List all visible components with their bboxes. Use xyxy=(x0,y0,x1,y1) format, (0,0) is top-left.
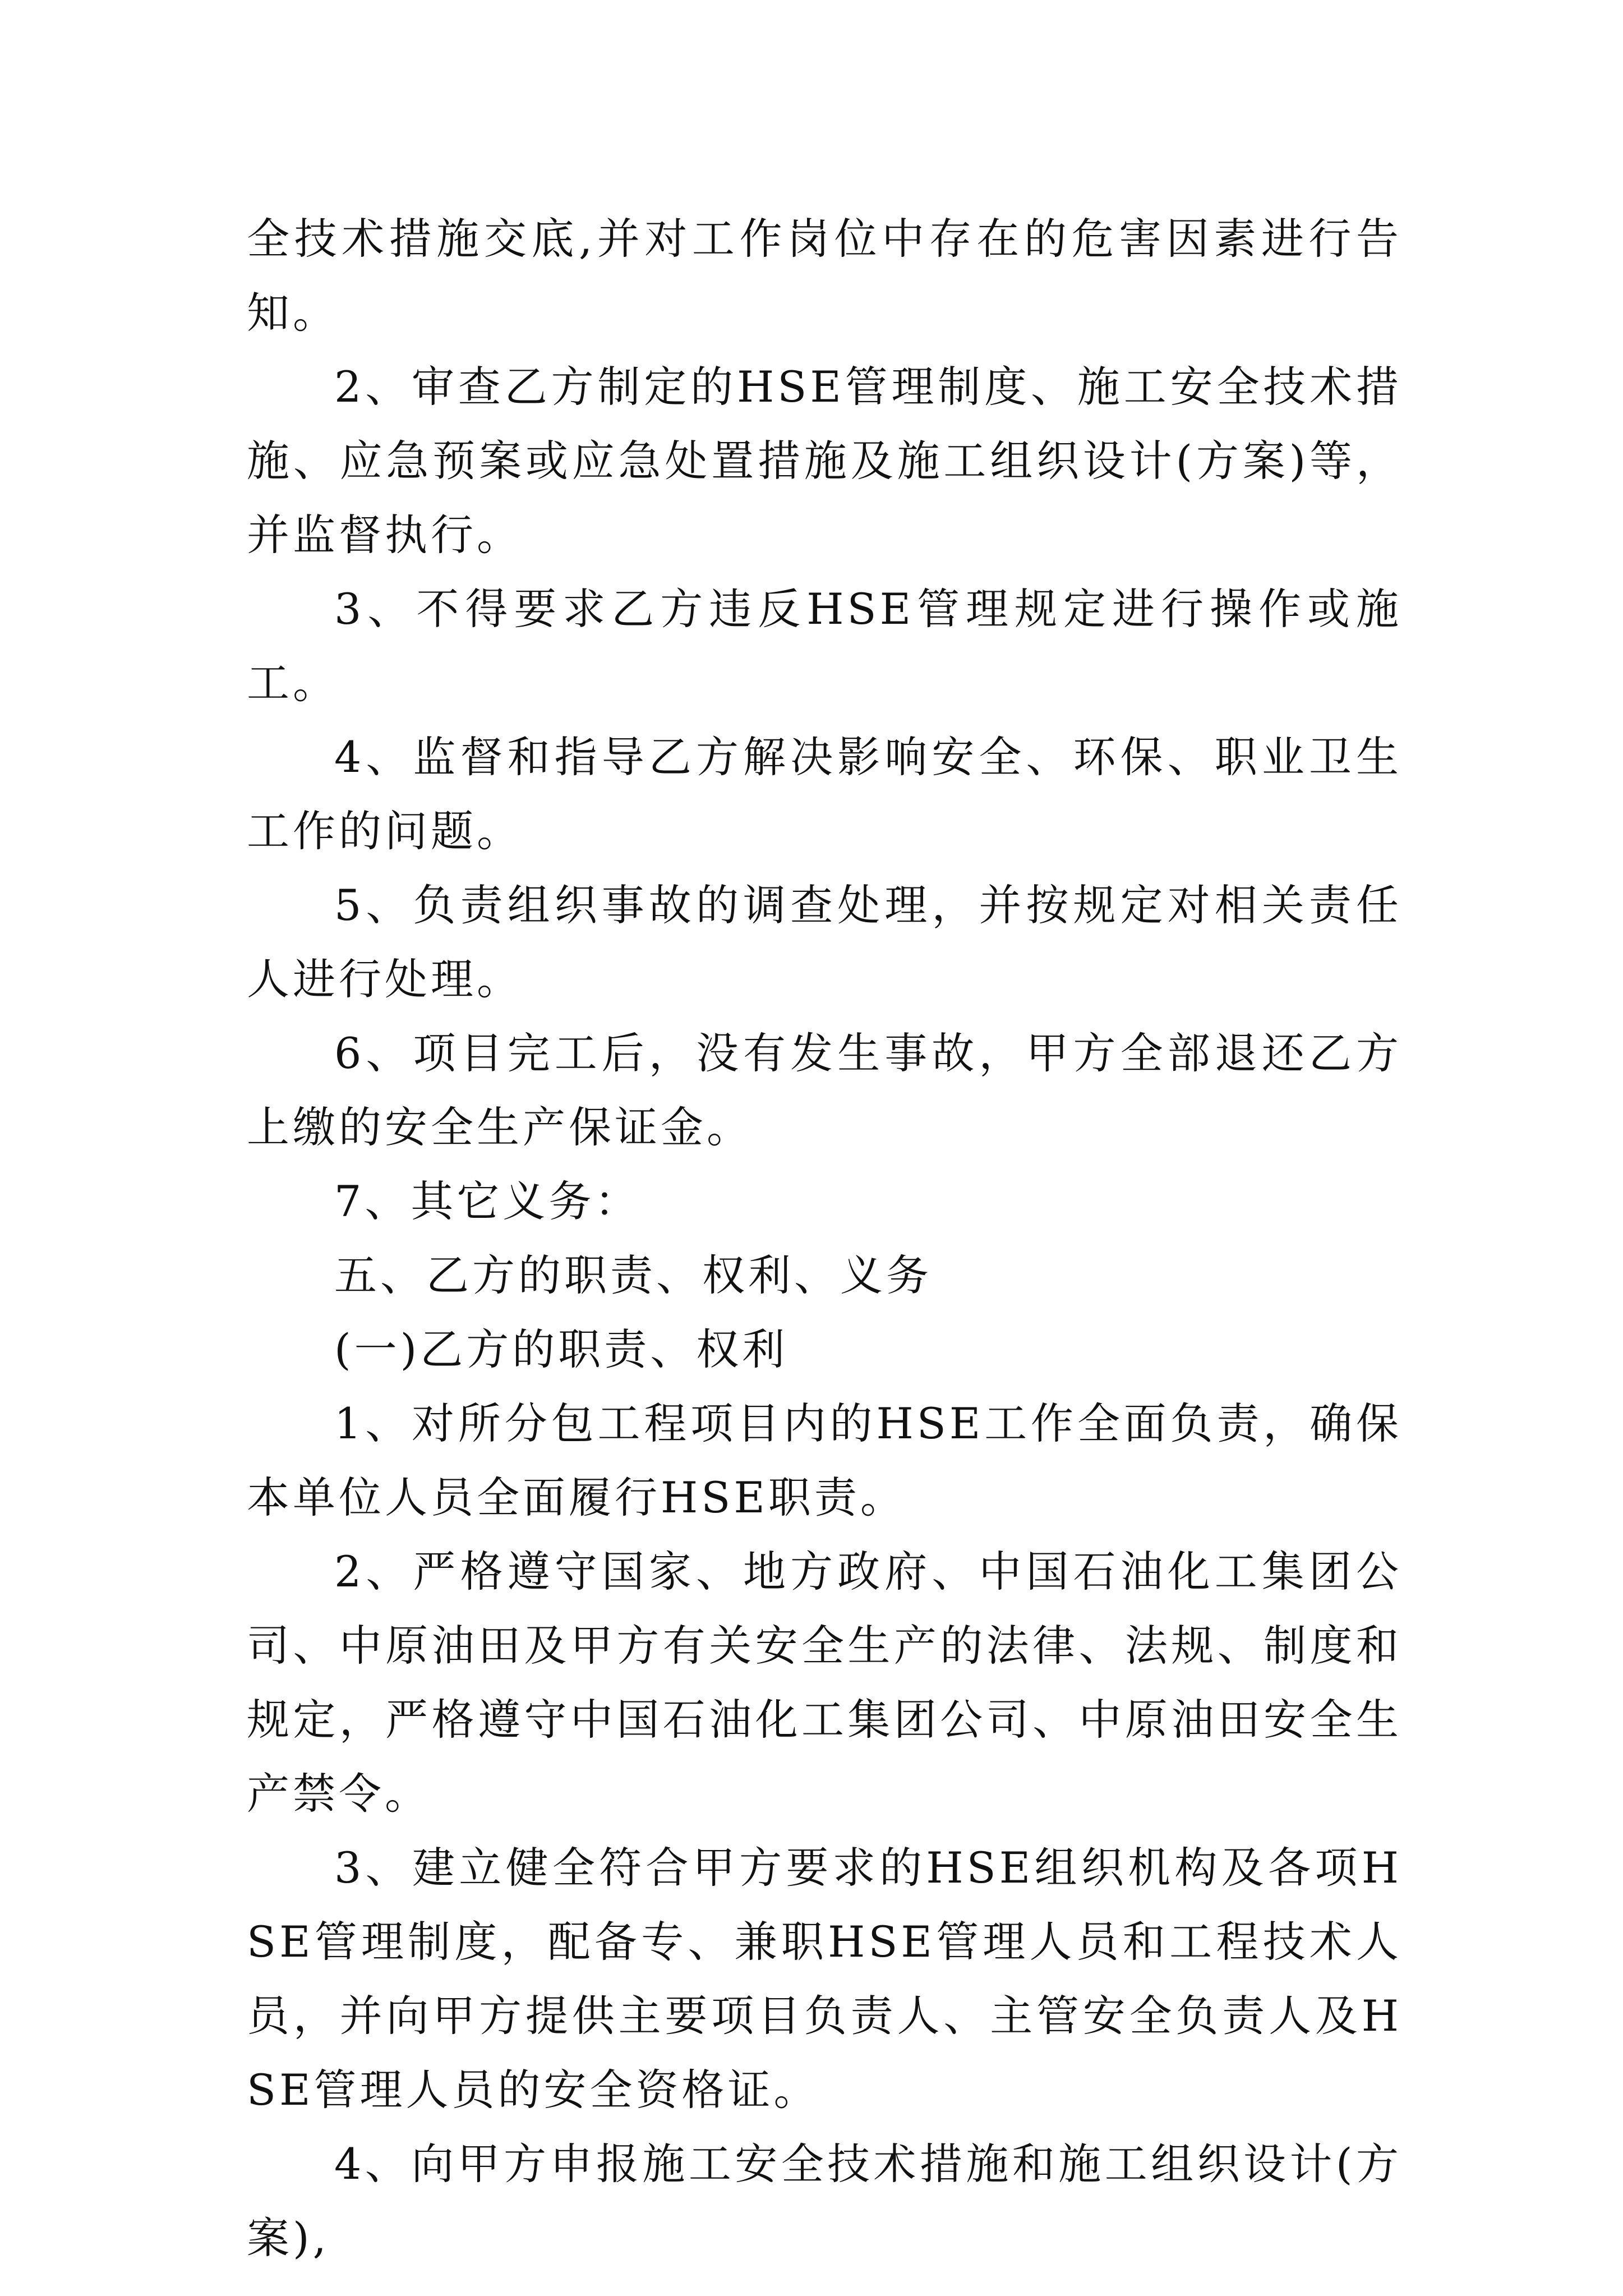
document-body xyxy=(247,202,1402,2275)
paragraph-6: 6、项目完工后，没有发生事故，甲方全部退还乙方上缴的安全生产保证金。 xyxy=(247,1028,1402,1152)
subsection-heading-1: (一)乙方的职责、权利 xyxy=(334,1324,789,1374)
paragraph-7: 7、其它义务： xyxy=(334,1176,641,1226)
paragraph-1: 全技术措施交底,并对工作岗位中存在的危害因素进行告知。 xyxy=(247,214,1402,338)
paragraph-2: 2、审查乙方制定的HSE管理制度、施工安全技术措施、应急预案或应急处置措施及施工组织设计(方案)等，并监督执行。 xyxy=(247,362,1402,560)
paragraph-3: 3、不得要求乙方违反HSE管理规定进行操作或施工。 xyxy=(247,584,1402,708)
paragraph-5: 5、负责组织事故的调查处理，并按规定对相关责任人进行处理。 xyxy=(247,880,1402,1004)
paragraph-4: 4、监督和指导乙方解决影响安全、环保、职业卫生工作的问题。 xyxy=(247,732,1402,856)
paragraph-10: 3、建立健全符合甲方要求的HSE组织机构及各项HSE管理制度，配备专、兼职HSE管理人员和工程技术人员，并向甲方提供主要项目负责人、主管安全负责人及HSE管理人员的安全资格证。 xyxy=(247,1843,1402,2115)
section-heading-5: 五、乙方的职责、权利、义务 xyxy=(334,1250,932,1300)
paragraph-8: 1、对所分包工程项目内的HSE工作全面负责，确保本单位人员全面履行HSE职责。 xyxy=(247,1398,1402,1522)
paragraph-11: 4、向甲方申报施工安全技术措施和施工组织设计(方案), xyxy=(247,2139,1402,2263)
paragraph-9: 2、严格遵守国家、地方政府、中国石油化工集团公司、中原油田及甲方有关安全生产的法律、法规、制度和规定，严格遵守中国石油化工集团公司、中原油田安全生产禁令。 xyxy=(247,1547,1402,1819)
